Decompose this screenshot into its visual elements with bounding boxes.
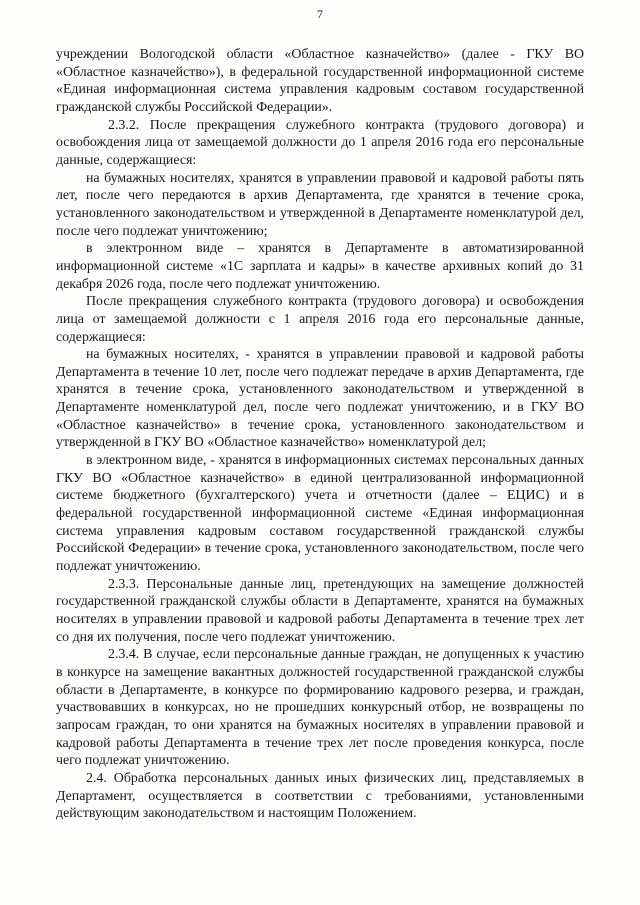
paragraph: 2.3.4. В случае, если персональные данные граждан, не допущенных к участию в конкурсе на замещение вакантных должностей государственной гражданской службы области в Департаменте, в конкурсе по формированию кадрового резерва, и граждан, участвовавших в конкурсах, но не прошедших конкурсный отбор, не возвращены по запросам граждан, то они хранятся на бумажных носителях в управлении правовой и кадровой работы Департамента в течение трех лет после проведения конкурса, после чего подлежат уничтожению. [56,647,584,769]
paragraph: в электронном виде – хранятся в Департаменте в автоматизированной информационной системе «1С зарплата и кадры» в качестве архивных копий до 31 декабря 2026 года, после чего подлежат уничтожению. [56,241,584,292]
paragraph: 2.3.2. После прекращения служебного контракта (трудового договора) и освобождения лица от замещаемой должности до 1 апреля 2016 года его персональные данные, содержащиеся: [56,117,584,168]
paragraph: в электронном виде, - хранятся в информационных системах персональных данных ГКУ ВО «Областное казначейство» в единой централизованной информационной системе бюджетного (бухгалтерского) учета и отчетности (далее – ЕЦИС) и в федеральной государственной информационной системе «Единая информационная система управления кадровым составом государственной гражданской службы Российской Федерации» в течение срока, установленного законодательством, после чего подлежат уничтожению. [56,453,584,575]
paragraph: учреждении Вологодской области «Областное казначейство» (далее - ГКУ ВО «Областное казначейство»), в федеральной государственной информационной системе «Единая информационная система управления кадровым составом государственной гражданской службы Российской Федерации». [56,47,584,115]
paragraph: 2.3.3. Персональные данные лиц, претендующих на замещение должностей государственной гражданской службы области в Департаменте, хранятся на бумажных носителях в управлении правовой и кадровой работы Департамента в течение трех лет со дня их получения, после чего подлежат уничтожению. [56,576,584,645]
paragraph: на бумажных носителях, - хранятся в управлении правовой и кадровой работы Департамента в течение 10 лет, после чего подлежат передаче в архив Департамента, где хранятся в течение срока, установленного законодательством и утвержденной в Департаменте номенклатурой дел, после чего подлежат уничтожению, и в ГКУ ВО «Областное казначейство» в течение срока, установленного законодательством и утвержденной в ГКУ ВО «Областное казначейство» номенклатурой дел; [56,347,584,451]
paragraph: на бумажных носителях, хранятся в управлении правовой и кадровой работы пять лет, после чего передаются в архив Департамента, где хранятся в течение срока, установленного законодательством и утвержденной в Департаменте номенклатурой дел, после чего подлежат уничтожению; [56,170,584,239]
document-body [56,46,584,823]
page-number: 7 [317,7,323,21]
paragraph: После прекращения служебного контракта (трудового договора) и освобождения лица от замещаемой должности с 1 апреля 2016 года его персональные данные, содержащиеся: [56,294,584,345]
paragraph: 2.4. Обработка персональных данных иных физических лиц, представляемых в Департамент, осуществляется в соответствии с требованиями, установленными действующим законодательством и настоящим Положением. [56,770,584,822]
